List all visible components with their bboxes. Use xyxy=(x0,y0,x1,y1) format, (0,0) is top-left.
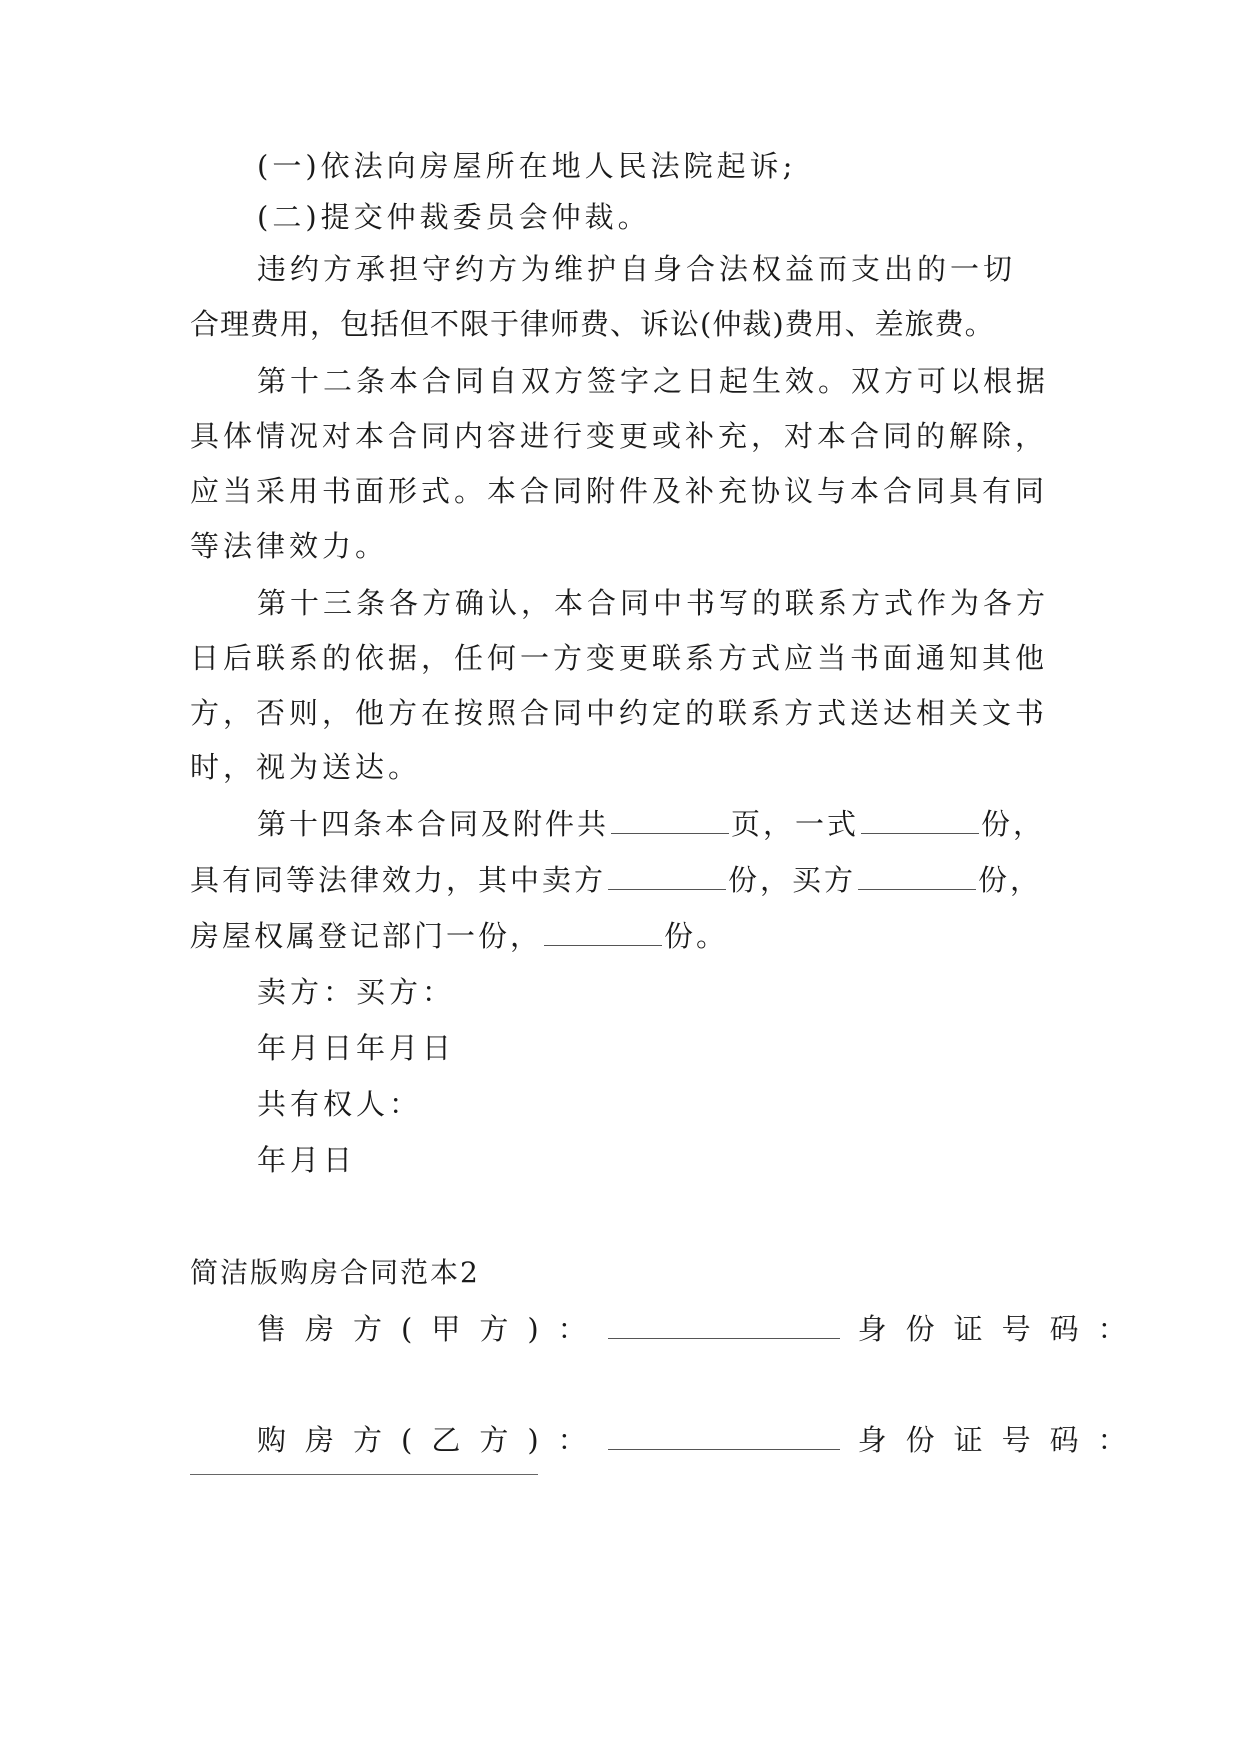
blank-field[interactable] xyxy=(544,917,662,946)
blank-field[interactable] xyxy=(611,805,729,834)
seller-party-line xyxy=(257,1309,1146,1349)
clause-14-text: 份， xyxy=(978,863,1043,897)
seller-label: 售房方(甲方)： xyxy=(257,1312,606,1346)
id-number-label: 身份证号码： xyxy=(857,1312,1146,1346)
buyer-name-field[interactable] xyxy=(608,1421,840,1450)
id-number-label: 身份证号码： xyxy=(857,1423,1146,1457)
clause-14-text: 具有同等法律效力，其中卖方 xyxy=(190,863,607,897)
paragraph-line: 时，视为送达。 xyxy=(190,750,422,784)
paragraph-line: 日后联系的依据，任何一方变更联系方式应当书面通知其他 xyxy=(190,641,1049,675)
buyer-label: 购房方(乙方)： xyxy=(257,1423,606,1457)
clause-14-text: 份。 xyxy=(664,919,729,953)
clause-item-1: (一)依法向房屋所在地人民法院起诉; xyxy=(257,149,797,183)
clause-14-text: 第十四条本合同及附件共 xyxy=(257,807,610,841)
clause-14-line-1 xyxy=(257,804,1045,844)
paragraph-line: 具体情况对本合同内容进行变更或补充，对本合同的解除， xyxy=(190,419,1049,453)
paragraph-line: 合理费用，包括但不限于律师费、诉讼(仲裁)费用、差旅费。 xyxy=(190,307,995,341)
blank-field[interactable] xyxy=(608,861,726,890)
signature-co-owner: 共有权人： xyxy=(257,1087,423,1121)
clause-item-2: (二)提交仲裁委员会仲裁。 xyxy=(257,200,651,234)
signature-seller-buyer: 卖方：买方： xyxy=(257,975,456,1009)
blank-field[interactable] xyxy=(861,805,979,834)
clause-14-line-2 xyxy=(190,860,1042,900)
clause-14-text: 房屋权属登记部门一份， xyxy=(190,919,543,953)
signature-date-pair: 年月日年月日 xyxy=(257,1031,456,1065)
paragraph-line: 违约方承担守约方为维护自身合法权益而支出的一切 xyxy=(257,252,1017,286)
paragraph-line: 第十二条本合同自双方签字之日起生效。双方可以根据 xyxy=(257,364,1050,398)
paragraph-line: 方，否则，他方在按照合同中约定的联系方式送达相关文书 xyxy=(190,696,1049,730)
signature-date-single: 年月日 xyxy=(257,1143,357,1177)
seller-id-field[interactable] xyxy=(190,1474,538,1475)
clause-14-text: 份，买方 xyxy=(728,863,857,897)
clause-14-line-3 xyxy=(190,916,728,956)
paragraph-line: 等法律效力。 xyxy=(190,529,389,563)
buyer-party-line xyxy=(257,1420,1146,1460)
paragraph-line: 应当采用书面形式。本合同附件及补充协议与本合同具有同 xyxy=(190,474,1049,508)
clause-14-text: 份， xyxy=(981,807,1046,841)
section-title: 简洁版购房合同范本2 xyxy=(190,1256,480,1289)
clause-14-text: 页，一式 xyxy=(731,807,860,841)
paragraph-line: 第十三条各方确认，本合同中书写的联系方式作为各方 xyxy=(257,586,1050,620)
blank-field[interactable] xyxy=(858,861,976,890)
seller-name-field[interactable] xyxy=(608,1310,840,1339)
